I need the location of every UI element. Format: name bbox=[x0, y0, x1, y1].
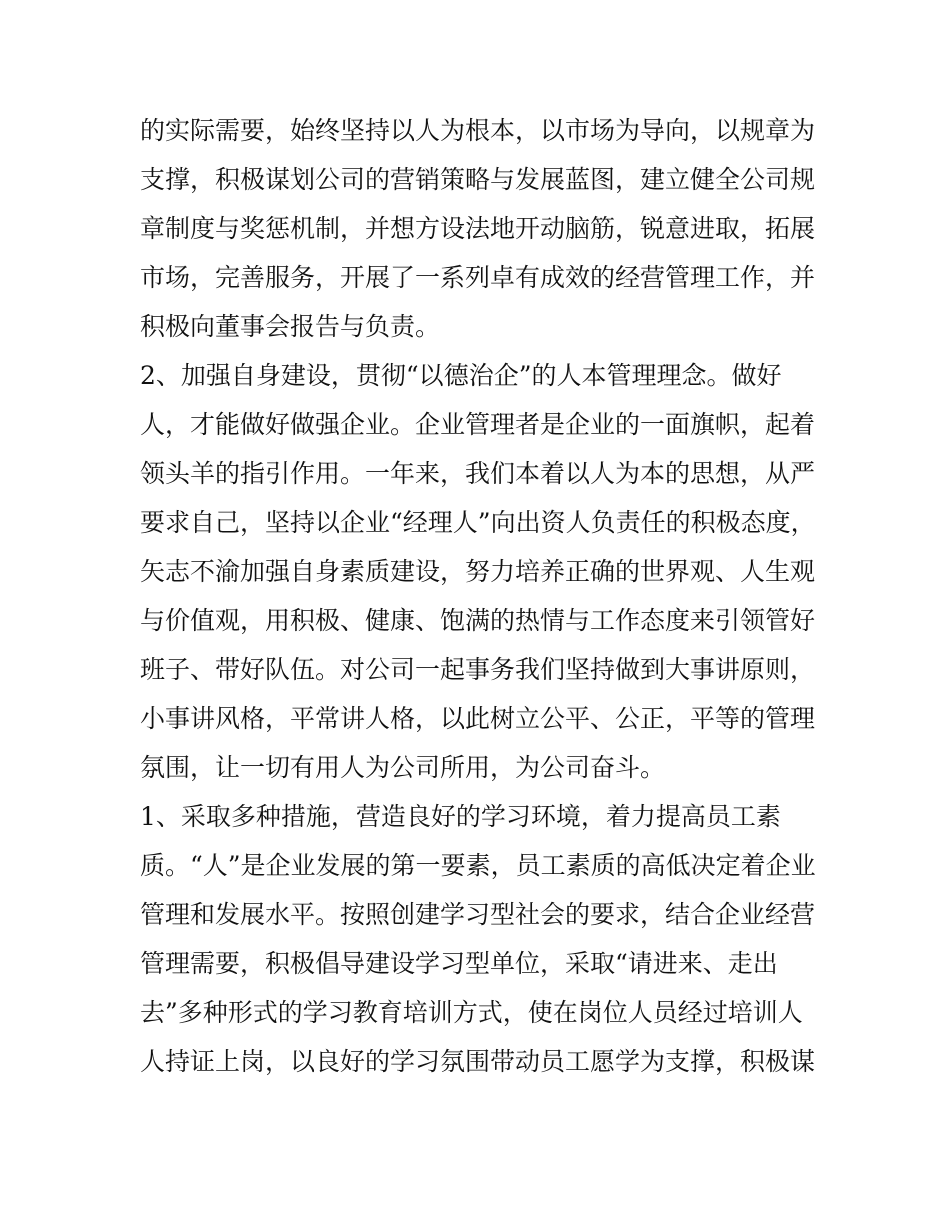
text-line: 支撑，积极谋划公司的营销策略与发展蓝图，建立健全公司规 bbox=[140, 165, 816, 194]
document-body bbox=[140, 106, 820, 1086]
text-line: 与价值观，用积极、健康、饱满的热情与工作态度来引领管好 bbox=[140, 606, 816, 635]
text-line: 积极向董事会报告与负责。 bbox=[140, 312, 441, 341]
text-line: 要求自己，坚持以企业“经理人”向出资人负责任的积极态度， bbox=[140, 508, 816, 537]
text-line: 质。“人”是企业发展的第一要素，员工素质的高低决定着企业 bbox=[140, 851, 816, 880]
text-line: 管理和发展水平。按照创建学习型社会的要求，结合企业经营 bbox=[140, 900, 816, 929]
text-line: 班子、带好队伍。对公司一起事务我们坚持做到大事讲原则， bbox=[140, 655, 816, 684]
text-line: 章制度与奖惩机制，并想方设法地开动脑筋，锐意进取，拓展 bbox=[140, 214, 816, 243]
text-line: 管理需要，积极倡导建设学习型单位，采取“请进来、走出 bbox=[140, 949, 778, 978]
text-line: 人持证上岗，以良好的学习氛围带动员工愿学为支撑，积极谋 bbox=[140, 1047, 816, 1076]
text-line: 去”多种形式的学习教育培训方式，使在岗位人员经过培训人 bbox=[140, 998, 803, 1027]
text-line: 1、采取多种措施，营造良好的学习环境，着力提高员工素 bbox=[140, 802, 781, 831]
text-line: 氛围，让一切有用人为公司所用，为公司奋斗。 bbox=[140, 753, 666, 782]
text-line: 领头羊的指引作用。一年来，我们本着以人为本的思想，从严 bbox=[140, 459, 816, 488]
text-line: 小事讲风格，平常讲人格，以此树立公平、公正，平等的管理 bbox=[140, 704, 816, 733]
text-line: 人，才能做好做强企业。企业管理者是企业的一面旗帜，起着 bbox=[140, 410, 816, 439]
text-line: 的实际需要，始终坚持以人为根本，以市场为导向，以规章为 bbox=[140, 116, 816, 145]
text-line: 市场，完善服务，开展了一系列卓有成效的经营管理工作，并 bbox=[140, 263, 816, 292]
text-line: 2、加强自身建设，贯彻“以德治企”的人本管理理念。做好 bbox=[140, 361, 782, 390]
text-line: 矢志不渝加强自身素质建设，努力培养正确的世界观、人生观 bbox=[140, 557, 816, 586]
